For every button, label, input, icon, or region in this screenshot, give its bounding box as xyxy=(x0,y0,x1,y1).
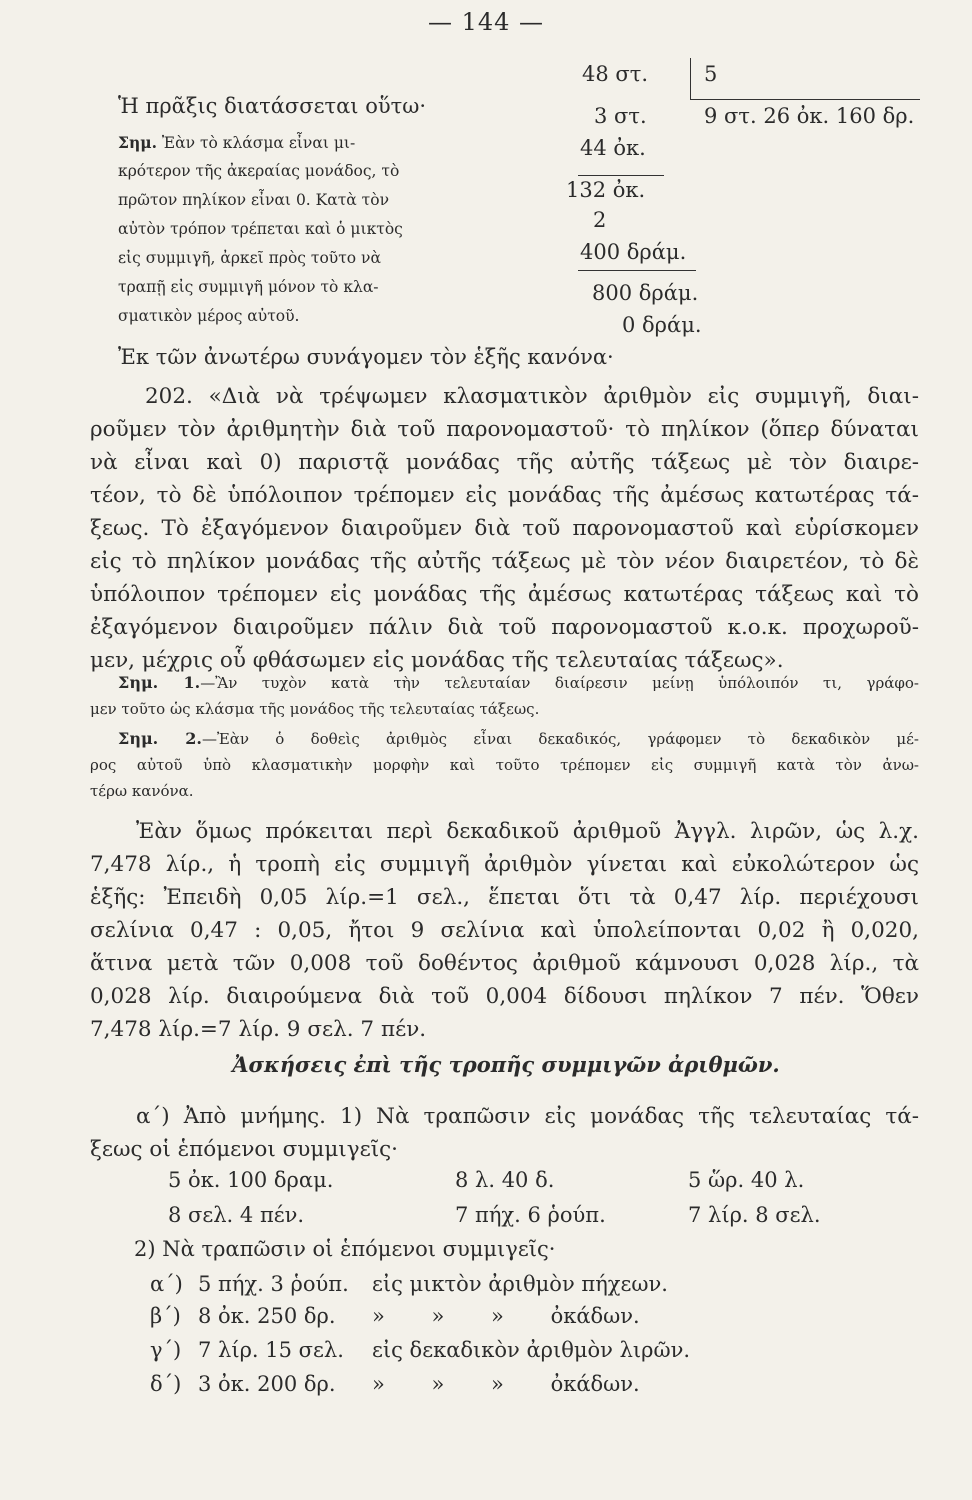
ex2-label: δ΄) xyxy=(150,1372,182,1396)
rule-line: μεν, μέχρις οὗ φθάσωμεν εἰς μονάδας τῆς τελευταίας τάξεως». xyxy=(90,648,784,673)
side-note-line: πρῶτον πηλίκον εἶναι 0. Κατὰ τὸν xyxy=(118,191,390,209)
ex2-label: β΄) xyxy=(150,1304,181,1328)
table-cell: 5 ὥρ. 40 λ. xyxy=(688,1168,805,1192)
side-note-line: τραπῇ εἰς συμμιγῆ μόνον τὸ κλα- xyxy=(118,278,379,296)
ex2-value: 5 πήχ. 3 ῥούπ. xyxy=(198,1272,349,1296)
table-cell: 5 ὀκ. 100 δραμ. xyxy=(168,1168,334,1192)
exercise-a xyxy=(90,1100,919,1166)
ex2-label: α΄) xyxy=(150,1272,183,1296)
note-1-line: μεν τοῦτο ὡς κλάσμα τῆς μονάδος τῆς τελευταίας τάξεως. xyxy=(90,700,540,718)
ex2-value: 8 ὀκ. 250 δρ. xyxy=(198,1304,336,1328)
exercise-a-line: ξεως οἱ ἑπόμενοι συμμιγεῖς· xyxy=(90,1137,399,1162)
exercise-a-line: α΄) Ἀπὸ μνήμης. 1) Νὰ τραπῶσιν εἰς μονάδας τῆς τελευταίας τά- xyxy=(136,1104,919,1129)
ex2-label: γ΄) xyxy=(150,1338,182,1362)
ex2-target: » » » ὀκάδων. xyxy=(372,1304,640,1328)
rule-line: ἐξαγόμενον διαιροῦμεν πάλιν διὰ τοῦ παρονομαστοῦ κ.ο.κ. προχωροῦ- xyxy=(90,615,919,640)
note-1-line: —Ἂν τυχὸν κατὰ τὴν τελευταίαν διαίρεσιν μείνῃ ὑπόλοιπόν τι, γράφο- xyxy=(200,674,920,692)
calc-underline xyxy=(578,270,696,271)
calc-divisor: 5 xyxy=(704,62,718,86)
division-bar-vertical xyxy=(690,58,691,100)
ex2-target: εἰς δεκαδικὸν ἀριθμὸν λιρῶν. xyxy=(372,1338,691,1362)
ex2-target: εἰς μικτὸν ἀριθμὸν πήχεων. xyxy=(372,1272,668,1296)
rule-line: εἰς τὸ πηλίκον μονάδας τῆς αὐτῆς τάξεως μὲ τὸν νέον διαιρετέον, τὸ δὲ xyxy=(90,549,919,574)
rule-paragraph xyxy=(90,380,919,677)
intro-line: Ἡ πρᾶξις διατάσσεται οὕτω· xyxy=(118,94,427,118)
rule-intro: Ἐκ τῶν ἀνωτέρω συνάγομεν τὸν ἑξῆς κανόνα· xyxy=(118,345,614,369)
side-note-line: εἰς συμμιγῆ, ἀρκεῖ πρὸς τοῦτο νὰ xyxy=(118,249,381,267)
ex2-value: 3 ὀκ. 200 δρ. xyxy=(198,1372,336,1396)
calc-row: 2 xyxy=(593,208,607,232)
note-1 xyxy=(90,670,919,722)
decimal-line: σελίνια 0,47 : 0,05, ἤτοι 9 σελίνια καὶ ὑπολείπονται 0,02 ἢ 0,020, xyxy=(90,918,919,943)
decimal-line: ἅτινα μετὰ τῶν 0,008 τοῦ δοθέντος ἀριθμοῦ κάμνουσι 0,028 λίρ., τὰ xyxy=(90,951,919,976)
division-bar-horizontal xyxy=(690,99,920,100)
decimal-line: Ἐὰν ὅμως πρόκειται περὶ δεκαδικοῦ ἀριθμοῦ Ἀγγλ. λιρῶν, ὡς λ.χ. xyxy=(136,819,919,844)
calc-underline xyxy=(578,175,664,176)
table-cell: 7 πήχ. 6 ῥούπ. xyxy=(455,1203,606,1227)
side-note-line: αὐτὸν τρόπον τρέπεται καὶ ὁ μικτὸς xyxy=(118,220,403,238)
table-cell: 8 σελ. 4 πέν. xyxy=(168,1203,305,1227)
note-2 xyxy=(90,726,919,804)
decimal-line: 7,478 λίρ.=7 λίρ. 9 σελ. 7 πέν. xyxy=(90,1017,427,1042)
table-cell: 8 λ. 40 δ. xyxy=(455,1168,555,1192)
calc-row: 800 δράμ. xyxy=(592,281,699,305)
note-2-line: —Ἐὰν ὁ δοθεὶς ἀριθμὸς εἶναι δεκαδικός, γράφομεν τὸ δεκαδικὸν μέ- xyxy=(202,730,919,748)
side-note-line: σματικὸν μέρος αὐτοῦ. xyxy=(118,307,300,325)
calc-row: 3 στ. xyxy=(594,104,647,128)
calc-quotient: 9 στ. 26 ὀκ. 160 δρ. xyxy=(704,104,915,128)
calc-row: 48 στ. xyxy=(582,62,649,86)
exercises-heading: Ἀσκήσεις ἐπὶ τῆς τροπῆς συμμιγῶν ἀριθμῶν. xyxy=(232,1052,780,1077)
decimal-line: 0,028 λίρ. διαιρούμενα διὰ τοῦ 0,004 δίδουσι πηλίκον 7 πέν. Ὅθεν xyxy=(90,984,919,1009)
rule-line: τέον, τὸ δὲ ὑπόλοιπον τρέπομεν εἰς μονάδας τῆς ἀμέσως κατωτέρας τά- xyxy=(90,483,919,508)
ex2-value: 7 λίρ. 15 σελ. xyxy=(198,1338,344,1362)
calc-row: 400 δράμ. xyxy=(580,240,687,264)
note-2-label: Σημ. 2. xyxy=(118,729,202,748)
calc-row: 132 ὀκ. xyxy=(566,178,646,202)
rule-line: ροῦμεν τὸν ἀριθμητὴν διὰ τοῦ παρονομαστοῦ· τὸ πηλίκον (ὅπερ δύναται xyxy=(90,417,919,442)
ex2-target: » » » ὀκάδων. xyxy=(372,1372,640,1396)
decimal-line: 7,478 λίρ., ἡ τροπὴ εἰς συμμιγῆ ἀριθμὸν γίνεται καὶ εὐκολώτερον ὡς xyxy=(90,852,919,877)
note-1-label: Σημ. 1. xyxy=(118,673,201,692)
rule-line: 202. «Διὰ νὰ τρέψωμεν κλασματικὸν ἀριθμὸν εἰς συμμιγῆ, διαι- xyxy=(145,384,919,409)
note-2-line: ρος αὐτοῦ ὑπὸ κλασματικὴν μορφὴν καὶ τοῦτο τρέπομεν εἰς συμμιγῆ κατὰ τὸν ἀνω- xyxy=(90,756,919,774)
exercise-2-intro: 2) Νὰ τραπῶσιν οἱ ἑπόμενοι συμμιγεῖς· xyxy=(134,1237,556,1261)
decimal-paragraph xyxy=(90,815,919,1046)
side-note-line: Ἐὰν τὸ κλάσμα εἶναι μι- xyxy=(161,134,356,152)
note-2-line: τέρω κανόνα. xyxy=(90,782,194,800)
table-cell: 7 λίρ. 8 σελ. xyxy=(688,1203,821,1227)
page-number: — 144 — xyxy=(427,8,545,36)
rule-line: ὑπόλοιπον τρέπομεν εἰς μονάδας τῆς ἀμέσως κατωτέρας τάξεως καὶ τὸ xyxy=(90,582,919,607)
decimal-line: ἑξῆς: Ἐπειδὴ 0,05 λίρ.=1 σελ., ἕπεται ὅτι τὰ 0,47 λίρ. περιέχουσι xyxy=(90,885,919,910)
calc-row: 44 ὀκ. xyxy=(580,136,646,160)
calc-row: 0 δράμ. xyxy=(622,313,702,337)
side-note-label: Σημ. xyxy=(118,133,157,152)
rule-line: ξεως. Τὸ ἐξαγόμενον διαιροῦμεν διὰ τοῦ παρονομαστοῦ καὶ εὑρίσκομεν xyxy=(90,516,919,541)
rule-line: νὰ εἶναι καὶ 0) παριστᾷ μονάδας τῆς αὐτῆς τάξεως μὲ τὸν διαιρε- xyxy=(90,450,919,475)
side-note-line: κρότερον τῆς ἀκεραίας μονάδος, τὸ xyxy=(118,162,400,180)
